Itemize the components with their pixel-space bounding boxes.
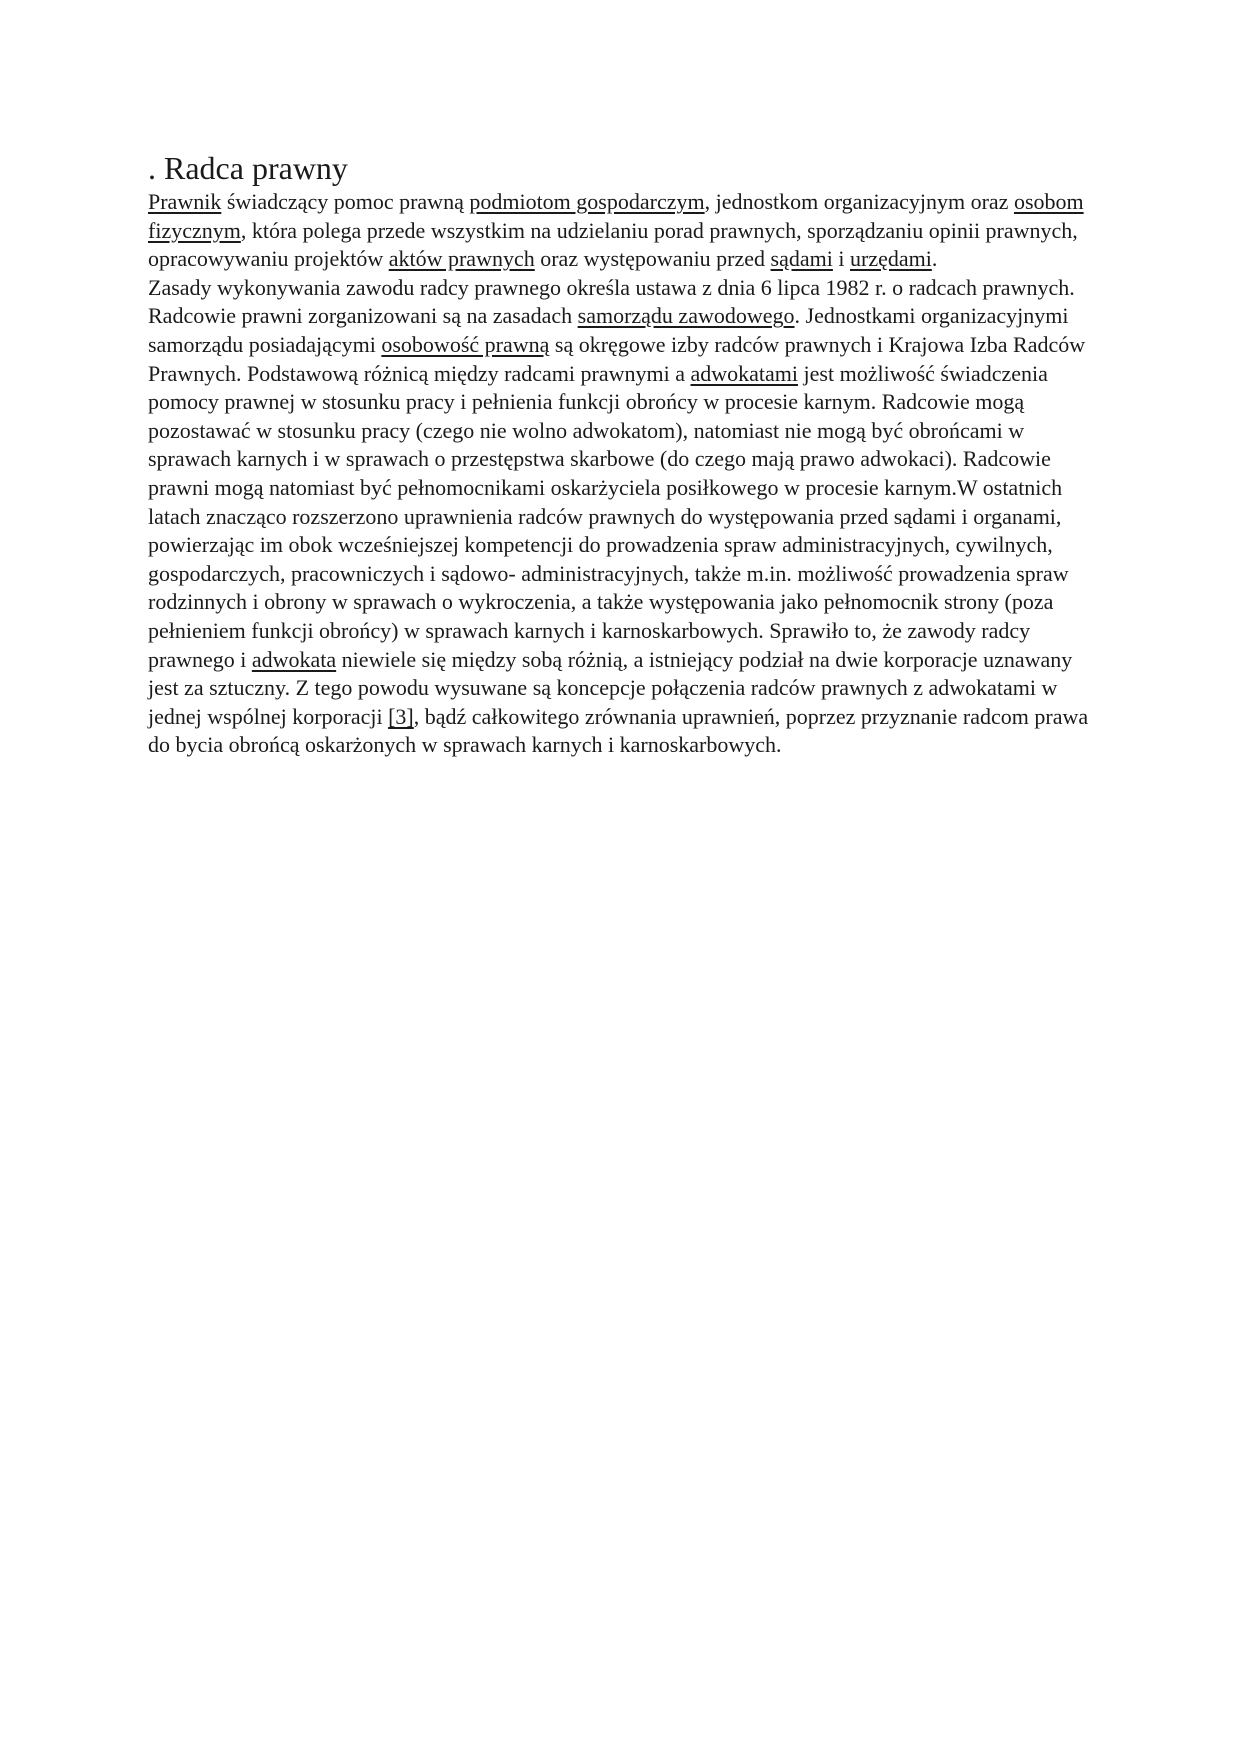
link-prawnik[interactable]: Prawnik [148,189,222,214]
paragraph-text: , która polega przede wszystkim na udzielaniu porad prawnych, sporządzaniu opinii prawnych, opracowywaniu projektów [148,217,1078,272]
paragraph-text: są okręgowe izby radców prawnych i Krajowa Izba Radców Prawnych. Podstawową różnicą między radcami prawnymi a [148,331,1086,386]
link-reference-3[interactable]: [3] [388,703,414,729]
paragraph-text: , bądź całkowitego zrównania uprawnień, poprzez przyznanie radcom prawa do bycia obrońcą oskarżonych w sprawach karnych i karnoskarbowych. [148,703,1089,758]
link-adwokatami[interactable]: adwokatami [690,360,799,386]
paragraph-text: jest możliwość świadczenia pomocy prawnej w stosunku pracy i pełnienia funkcji obrońcy w procesie karnym. Radcowie mogą pozostawać w stosunku pracy (czego nie wolno adwokatom), natomiast nie mogą być obrońcami w sprawach karnych i w sprawach o przestępstwa skarbowe (do czego mają prawo adwokaci). Radcowie prawni mogą natomiast być pełnomocnikami oskarżyciela posiłkowego w procesie karnym.W ostatnich latach znacząco rozszerzono uprawnienia radców prawnych do występowania przed sądami i organami, powierzając im obok wcześniejszej kompetencji do prowadzenia spraw administracyjnych, cywilnych, gospodarczych, pracowniczych i sądowo- administracyjnych, także m.in. możliwość prowadzenia spraw rodzinnych i obrony w sprawach o wykroczenia, a także występowania jako pełnomocnik strony (poza pełnieniem funkcji obrońcy) w sprawach karnych i karnoskarbowych. Sprawiło to, że zawody radcy prawnego i [148,360,1069,672]
link-aktow-prawnych[interactable]: aktów prawnych [388,246,535,272]
paragraph-intro [148,188,1098,274]
document-title: . Radca prawny [148,150,348,186]
link-samorzadu-zawodowego[interactable]: samorządu zawodowego [577,303,795,329]
link-osobowosc-prawna[interactable]: osobowość prawną [381,331,550,357]
paragraph-text: , jednostkom organizacyjnym oraz [704,189,1014,214]
link-adwokata[interactable]: adwokata [251,646,337,672]
document-body [148,150,1098,760]
link-osobom-fizycznym[interactable]: osobom fizycznym [148,189,1084,243]
paragraph-text: . Jednostkami organizacyjnymi samorządu posiadającymi [148,303,1069,357]
paragraph-main [148,274,1098,760]
link-podmiotom-gospodarczym[interactable]: podmiotom gospodarczym [469,189,705,214]
paragraph-text: świadczący pomoc prawną [221,189,470,214]
paragraph-text: Zasady wykonywania zawodu radcy prawnego określa ustawa z dnia 6 lipca 1982 r. o radcach prawnych. Radcowie prawni zorganizowani są na zasadach [148,274,1075,329]
paragraph-text: oraz występowaniu przed [534,246,771,272]
link-urzedami[interactable]: urzędami [850,246,932,272]
paragraph-text: niewiele się między sobą różnią, a istniejący podział na dwie korporacje uznawany jest za sztuczny. Z tego powodu wysuwane są koncepcje połączenia radców prawnych z adwokatami w jednej wspólnej korporacji [148,646,1073,729]
paragraph-text: . [931,246,938,272]
paragraph-text: i [832,246,850,272]
link-sadami[interactable]: sądami [770,246,833,272]
